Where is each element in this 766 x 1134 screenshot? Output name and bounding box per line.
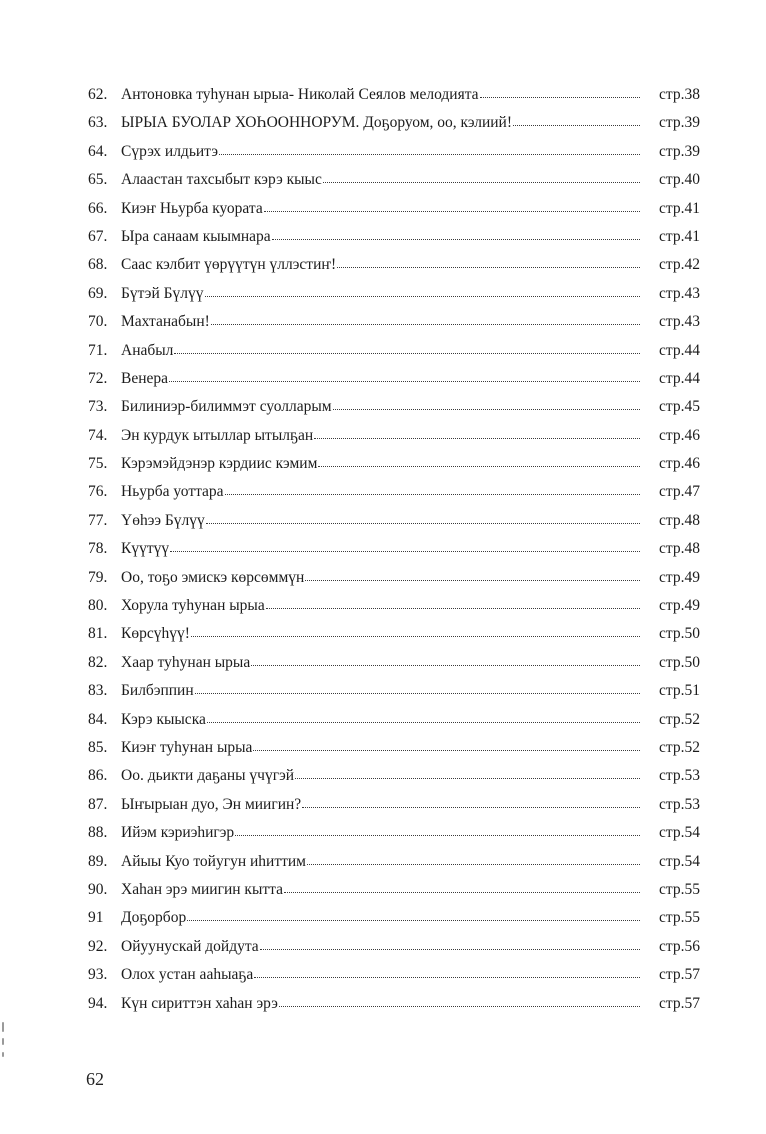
dot-leader xyxy=(195,681,640,695)
toc-entry-page: стр.52 xyxy=(659,738,700,756)
toc-entry-number: 88. xyxy=(88,824,108,842)
toc-entry-number: 78. xyxy=(88,540,108,558)
toc-entry-title: Доҕорбор xyxy=(121,909,187,927)
toc-entry xyxy=(88,337,710,365)
dot-leader xyxy=(513,113,640,127)
toc-entry-title: Ыҥырыан дуо, Эн миигин? xyxy=(121,795,302,813)
scan-artifact xyxy=(2,1038,4,1045)
toc-entry-page: стр.55 xyxy=(659,909,700,927)
toc-entry xyxy=(88,876,710,904)
toc-entry-number: 62. xyxy=(88,86,108,103)
toc-entry xyxy=(88,478,710,506)
toc-entry xyxy=(88,904,710,932)
toc-entry-page: стр.41 xyxy=(659,227,700,245)
toc-entry-number: 75. xyxy=(88,455,108,473)
toc-entry-number: 65. xyxy=(88,171,108,189)
toc-entry-title: Ыра санаам кыымнара xyxy=(121,227,271,245)
dot-leader xyxy=(169,369,640,383)
page-number: 62 xyxy=(86,1069,104,1089)
toc-entry xyxy=(88,592,710,620)
toc-entry-page: стр.40 xyxy=(659,171,700,189)
toc-entry xyxy=(88,422,710,450)
toc-entry-title: Махтанабын! xyxy=(121,313,210,331)
dot-leader xyxy=(272,227,640,241)
toc-entry-number: 82. xyxy=(88,653,108,671)
toc-entry-number: 64. xyxy=(88,142,108,160)
toc-entry-title: Оо, тоҕо эмискэ көрсөммүн xyxy=(121,568,305,586)
dot-leader xyxy=(187,908,640,922)
toc-entry-title: Киэҥ туһунан ырыа xyxy=(121,738,253,756)
toc-entry-title: Киэҥ Ньурба куората xyxy=(121,199,263,217)
toc-entry xyxy=(88,734,710,762)
toc-entry-page: стр.54 xyxy=(659,852,700,870)
toc-entry-page: стр.43 xyxy=(659,284,700,302)
toc-entry xyxy=(88,109,710,137)
toc-entry-number: 63. xyxy=(88,114,108,132)
dot-leader xyxy=(205,284,640,298)
toc-entry-number: 67. xyxy=(88,227,108,245)
toc-entry-title: Хаһан эрэ миигин кытта xyxy=(121,880,283,898)
dot-leader xyxy=(307,852,640,866)
dot-leader xyxy=(480,85,640,99)
dot-leader xyxy=(251,653,640,667)
toc-entry-title: Ойуунускай дойдута xyxy=(121,937,259,955)
scan-artifact xyxy=(2,1022,4,1032)
dot-leader xyxy=(254,965,640,979)
toc-entry-page: стр.48 xyxy=(659,511,700,529)
dot-leader xyxy=(284,880,640,894)
toc-entry-number: 66. xyxy=(88,199,108,217)
toc-entry-number: 83. xyxy=(88,682,108,700)
toc-entry-title: Хаар туһунан ырыа xyxy=(121,653,251,671)
toc-entry xyxy=(88,365,710,393)
toc-entry xyxy=(88,308,710,336)
toc-entry xyxy=(88,933,710,961)
toc-entry xyxy=(88,195,710,223)
toc-entry-number: 71. xyxy=(88,341,108,359)
dot-leader xyxy=(225,482,640,496)
toc-entry-page: стр.39 xyxy=(659,114,700,132)
toc-entry-page: стр.48 xyxy=(659,540,700,558)
toc-entry-page: стр.43 xyxy=(659,313,700,331)
dot-leader xyxy=(305,568,640,582)
dot-leader xyxy=(266,596,640,610)
toc-entry-title: Бүтэй Бүлүү xyxy=(121,284,204,302)
toc-entry-number: 94. xyxy=(88,994,108,1012)
toc-entry-number: 74. xyxy=(88,426,108,444)
toc-entry-title: Анабыл xyxy=(121,341,174,359)
dot-leader xyxy=(314,426,640,440)
toc-entry-title: Сүрэх илдьитэ xyxy=(121,142,218,160)
toc-entry xyxy=(88,280,710,308)
toc-entry-number: 84. xyxy=(88,710,108,728)
toc-entry xyxy=(88,251,710,279)
toc-entry-page: стр.49 xyxy=(659,597,700,615)
dot-leader xyxy=(235,823,640,837)
toc-entry xyxy=(88,535,710,563)
dot-leader xyxy=(211,312,640,326)
toc-entry-page: стр.41 xyxy=(659,199,700,217)
toc-entry-page: стр.51 xyxy=(659,682,700,700)
toc-entry-page: стр.54 xyxy=(659,824,700,842)
toc-entry xyxy=(88,223,710,251)
toc-entry xyxy=(88,450,710,478)
toc-entry xyxy=(88,961,710,989)
toc-entry-number: 87. xyxy=(88,795,108,813)
toc-entry xyxy=(88,166,710,194)
toc-entry-number: 77. xyxy=(88,511,108,529)
dot-leader xyxy=(302,795,640,809)
toc-entry-page: стр.39 xyxy=(659,142,700,160)
toc-entry-number: 93. xyxy=(88,966,108,984)
toc-entry-title: Венера xyxy=(121,369,169,387)
toc-entry-number: 69. xyxy=(88,284,108,302)
toc-entry-title: Көрсүһүү! xyxy=(121,625,190,643)
table-of-contents xyxy=(88,81,710,1018)
toc-entry-page: стр.50 xyxy=(659,653,700,671)
toc-entry xyxy=(88,706,710,734)
scan-artifact xyxy=(2,1052,4,1057)
toc-entry-title: Олох устан ааһыаҕа xyxy=(121,966,254,984)
toc-entry xyxy=(88,507,710,535)
dot-leader xyxy=(295,766,640,780)
toc-entry-title: Хорула туһунан ырыа xyxy=(121,597,265,615)
toc-entry xyxy=(88,620,710,648)
toc-entry-page: стр.42 xyxy=(659,256,700,274)
toc-entry-number: 91 xyxy=(88,909,104,927)
toc-entry xyxy=(88,762,710,790)
toc-entry-title: Антоновка туһунан ырыа- Николай Сеялов мелодията xyxy=(121,86,479,103)
toc-entry-page: стр.53 xyxy=(659,767,700,785)
toc-entry-number: 92. xyxy=(88,937,108,955)
toc-entry xyxy=(88,990,710,1018)
dot-leader xyxy=(323,170,640,184)
toc-entry-number: 76. xyxy=(88,483,108,501)
toc-entry-page: стр.53 xyxy=(659,795,700,813)
toc-entry-title: Алаастан тахсыбыт кэрэ кыыс xyxy=(121,171,322,189)
toc-entry-number: 86. xyxy=(88,767,108,785)
dot-leader xyxy=(170,539,640,553)
dot-leader xyxy=(264,199,640,213)
dot-leader xyxy=(333,397,640,411)
toc-entry xyxy=(88,848,710,876)
toc-entry-page: стр.46 xyxy=(659,426,700,444)
toc-entry-page: стр.57 xyxy=(659,994,700,1012)
toc-entry-title: Күн сириттэн хаһан эрэ xyxy=(121,994,278,1012)
toc-entry xyxy=(88,138,710,166)
dot-leader xyxy=(174,341,640,355)
toc-entry xyxy=(88,649,710,677)
dot-leader xyxy=(191,624,640,638)
toc-entry-title: Күүтүү xyxy=(121,540,170,558)
dot-leader xyxy=(260,937,640,951)
toc-entry xyxy=(88,819,710,847)
toc-entry-number: 68. xyxy=(88,256,108,274)
toc-entry-number: 70. xyxy=(88,313,108,331)
toc-entry-page: стр.55 xyxy=(659,880,700,898)
toc-entry xyxy=(88,677,710,705)
dot-leader xyxy=(253,738,640,752)
toc-entry-page: стр.56 xyxy=(659,937,700,955)
dot-leader xyxy=(219,142,640,156)
dot-leader xyxy=(337,255,640,269)
toc-entry-page: стр.38 xyxy=(659,86,700,103)
toc-entry xyxy=(88,564,710,592)
toc-entry-page: стр.45 xyxy=(659,398,700,416)
toc-entry-page: стр.52 xyxy=(659,710,700,728)
toc-entry-page: стр.47 xyxy=(659,483,700,501)
toc-entry-title: Оо. дьикти даҕаны үчүгэй xyxy=(121,767,295,785)
toc-entry-number: 79. xyxy=(88,568,108,586)
toc-entry-title: Билиниэр-билиммэт суолларым xyxy=(121,398,332,416)
toc-entry-number: 72. xyxy=(88,369,108,387)
dot-leader xyxy=(206,511,640,525)
toc-entry-title: Эн курдук ытыллар ытылҕан xyxy=(121,426,314,444)
toc-entry-page: стр.50 xyxy=(659,625,700,643)
toc-entry-title: Ньурба уоттара xyxy=(121,483,224,501)
toc-entry-title: Ийэм кэриэһигэр xyxy=(121,824,235,842)
dot-leader xyxy=(207,710,640,724)
dot-leader xyxy=(279,994,640,1008)
toc-entry-page: стр.49 xyxy=(659,568,700,586)
toc-entry-page: стр.44 xyxy=(659,369,700,387)
toc-entry-page: стр.44 xyxy=(659,341,700,359)
toc-entry-title: Кэрэмэйдэнэр кэрдиис кэмим xyxy=(121,455,318,473)
toc-entry xyxy=(88,393,710,421)
toc-entry-title: Айыы Куо тойугун иһиттим xyxy=(121,852,306,870)
toc-entry-title: Билбэппин xyxy=(121,682,194,700)
toc-entry-number: 81. xyxy=(88,625,108,643)
toc-entry-number: 85. xyxy=(88,738,108,756)
toc-entry-title: ЫРЫА БУОЛАР ХОҺООННОРУМ. Доҕоруом, оо, кэлиий! xyxy=(121,114,512,132)
toc-entry-title: Үөһээ Бүлүү xyxy=(121,511,205,529)
dot-leader xyxy=(318,454,640,468)
toc-entry-title: Саас кэлбит үөрүүтүн үллэстиҥ! xyxy=(121,256,337,274)
toc-entry-number: 73. xyxy=(88,398,108,416)
toc-entry xyxy=(88,791,710,819)
toc-entry-page: стр.57 xyxy=(659,966,700,984)
toc-entry-page: стр.46 xyxy=(659,455,700,473)
toc-entry-number: 90. xyxy=(88,880,108,898)
toc-entry-title: Кэрэ кыыска xyxy=(121,710,206,728)
toc-entry-number: 89. xyxy=(88,852,108,870)
toc-entry-number: 80. xyxy=(88,597,108,615)
toc-entry xyxy=(88,81,710,109)
